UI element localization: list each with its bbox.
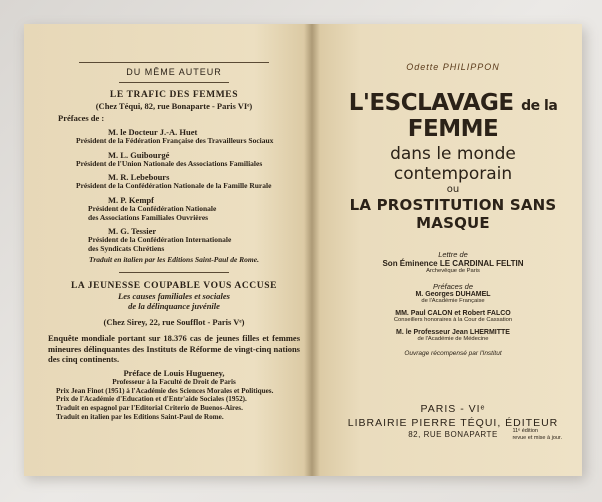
edition-line: revue et mise à jour.	[512, 434, 562, 441]
section-rule	[119, 272, 229, 273]
title-line-4: LA PROSTITUTION SANS MASQUE	[349, 196, 557, 232]
preface-role: Président de l'Union Nationale des Associations Familiales	[76, 158, 263, 168]
book2-prize: Prix Jean Finot (1951) à l'Académie des Sciences Morales et Politiques.	[56, 386, 274, 395]
book2-prize: Traduit en espagnol par l'Editorial Criterio de Buenos-Aires.	[56, 403, 243, 412]
publisher-name: LIBRAIRIE PIERRE TÉQUI, ÉDITEUR	[347, 417, 559, 429]
header-rule	[119, 82, 229, 83]
title-line-1	[334, 90, 572, 142]
book1-translation: Traduit en italien par les Editions Saint-Paul de Rome.	[89, 255, 259, 265]
preface-entry	[48, 172, 300, 191]
preface-role: de l'Académie Française	[421, 298, 485, 304]
publisher-city: PARIS - VIᵉ	[420, 403, 486, 415]
title-part: FEMME	[407, 116, 499, 142]
preface-name: M. le Professeur Jean LHERMITTE	[396, 329, 510, 336]
preface-name: M. le Docteur J.-A. Huet	[108, 127, 198, 137]
book2-preface-role: Professeur à la Faculté de Droit de Paris	[112, 377, 236, 386]
preface-entry	[48, 150, 300, 169]
book2-subtitle-line: de la délinquance juvénile	[128, 301, 220, 312]
book2-prize: Traduit en italien par les Editions Saint-Paul de Rome.	[56, 412, 224, 421]
title-line-3: ou	[446, 184, 460, 195]
preface-entry	[48, 127, 300, 146]
book1-title: LE TRAFIC DES FEMMES	[109, 90, 239, 100]
title-line-2: dans le monde contemporain	[390, 144, 516, 184]
prefaces-label: Préfaces de	[432, 282, 474, 291]
title-part: de la	[521, 98, 558, 114]
preface-name: M. R. Lebebours	[108, 172, 170, 183]
edition-line: 11ᵉ édition	[512, 428, 538, 434]
preface-entry	[48, 195, 300, 222]
book2-title: LA JEUNESSE COUPABLE VOUS ACCUSE	[70, 281, 278, 292]
award-note: Ouvrage récompensé par l'Institut	[404, 350, 502, 357]
author-name: Odette PHILIPPON	[406, 62, 500, 72]
book1-publisher: (Chez Téqui, 82, rue Bonaparte - Paris VIᵉ)	[95, 101, 253, 111]
preface-role: Président de la Fédération Française des Travailleurs Sociaux	[76, 136, 274, 145]
book2-prize: Prix de l'Académie d'Education et d'Entr'aide Sociales (1952).	[56, 395, 247, 404]
preface-name: M. P. Kempf	[108, 194, 154, 205]
edition-note	[512, 428, 562, 441]
preface-role: Président de la Confédération Nationale	[88, 203, 217, 213]
letter-role: Archevêque de Paris	[426, 268, 480, 274]
preface-role: des Syndicats Chrétiens	[88, 243, 165, 253]
preface-role: Président de la Confédération Internationale	[88, 235, 232, 245]
book2-subtitle-line: Les causes familiales et sociales	[118, 291, 230, 302]
book1-prefaces-label: Préfaces de :	[58, 113, 105, 123]
book2-preface: Préface de Louis Hugueney,	[123, 367, 225, 378]
publisher-address: 82, RUE BONAPARTE	[408, 430, 498, 439]
book2-description: Enquête mondiale portant sur 18.376 cas de jeunes filles et femmes mineures délinquantes des Instituts de Réforme de vingt-cinq nations des cinq continents.	[48, 333, 300, 364]
preface-name: MM. Paul CALON et Robert FALCO	[395, 310, 511, 317]
letter-label: Lettre de	[438, 250, 468, 259]
section-header: DU MÊME AUTEUR	[126, 67, 222, 77]
preface-role: de l'Académie de Médecine	[417, 336, 489, 342]
preface-name: M. G. Tessier	[108, 226, 157, 237]
preface-role: des Associations Familiales Ouvrières	[88, 212, 209, 222]
preface-entry	[48, 226, 300, 253]
right-page	[312, 24, 582, 476]
book2-publisher: (Chez Sirey, 22, rue Soufflot - Paris Vᵉ)	[103, 317, 245, 328]
preface-role: Président de la Confédération Nationale de la Famille Rurale	[76, 181, 272, 191]
preface-name: M. L. Guibourgé	[108, 149, 170, 160]
title-part: L'ESCLAVAGE	[348, 90, 514, 116]
preface-role: Conseillers honoraires à la Cour de Cassation	[393, 317, 513, 323]
left-page	[24, 24, 312, 476]
top-rule	[79, 62, 269, 63]
preface-name: M. Georges DUHAMEL	[415, 291, 491, 298]
book-gutter	[304, 24, 320, 476]
letter-name: Son Éminence LE CARDINAL FELTIN	[382, 259, 524, 268]
open-book	[20, 20, 586, 480]
